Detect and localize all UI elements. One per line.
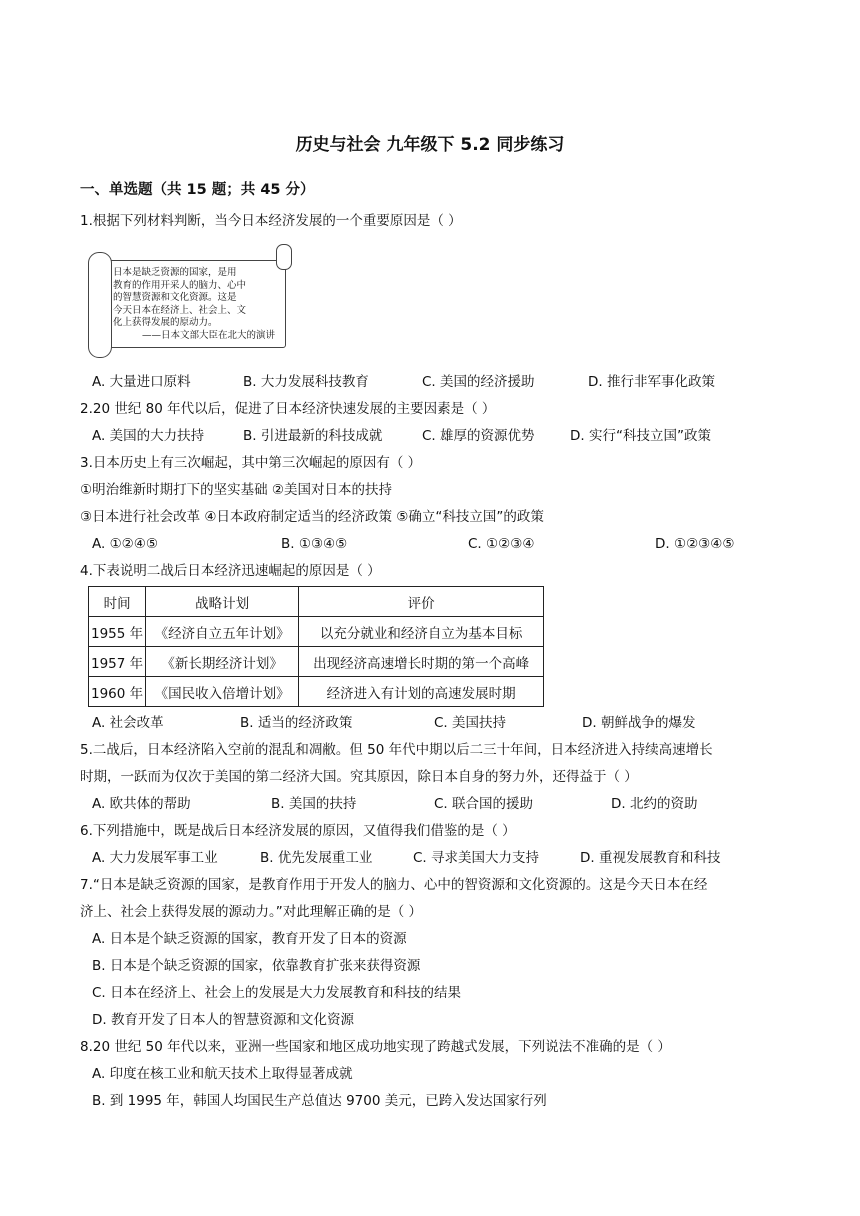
scroll-line: 今天日本在经济上、社会上、文 [113, 304, 247, 316]
table-header: 战略计划 [146, 587, 299, 617]
question-7-stem-line-2: 济上、社会上获得发展的源动力。”对此理解正确的是（ ） [80, 904, 423, 920]
q2-option-b: B. 引进最新的科技成就 [243, 428, 383, 444]
question-3-statement-1: ①明治维新时期打下的坚实基础 ②美国对日本的扶持 [80, 482, 392, 498]
scroll-roll-left [88, 252, 112, 358]
q1-option-c: C. 美国的经济援助 [422, 374, 535, 390]
scroll-line: 的智慧资源和文化资源。这是 [113, 292, 237, 303]
table-cell: 出现经济高速增长时期的第一个高峰 [299, 647, 544, 677]
question-1-stem: 1.根据下列材料判断，当今日本经济发展的一个重要原因是（ ） [80, 213, 462, 229]
table-cell: 1960 年 [89, 677, 146, 707]
scroll-text [104, 260, 286, 348]
table-row [89, 677, 544, 707]
question-5-stem-line-2: 时期，一跃而为仅次于美国的第二经济大国。究其原因，除日本自身的努力外，还得益于（ ） [80, 769, 638, 785]
q7-option-a: A. 日本是个缺乏资源的国家，教育开发了日本的资源 [92, 931, 407, 947]
q4-option-a: A. 社会改革 [92, 715, 164, 731]
q5-option-c: C. 联合国的援助 [434, 796, 534, 812]
q2-option-a: A. 美国的大力扶持 [92, 428, 205, 444]
strategy-table [88, 586, 544, 707]
q6-option-d: D. 重视发展教育和科技 [580, 850, 721, 866]
scroll-line: 日本是缺乏资源的国家，是用 [113, 267, 237, 278]
q6-option-a: A. 大力发展军事工业 [92, 850, 218, 866]
question-3-stem: 3.日本历史上有三次崛起，其中第三次崛起的原因有（ ） [80, 455, 422, 471]
q4-option-c: C. 美国扶持 [434, 715, 507, 731]
q7-option-b: B. 日本是个缺乏资源的国家，依靠教育扩张来获得资源 [92, 958, 421, 974]
q1-option-b: B. 大力发展科技教育 [243, 374, 369, 390]
q2-option-c: C. 雄厚的资源优势 [422, 428, 535, 444]
q3-option-d: D. ①②③④⑤ [655, 536, 735, 552]
q1-option-a: A. 大量进口原料 [92, 374, 191, 390]
q5-option-b: B. 美国的扶持 [271, 796, 357, 812]
question-7-stem-line-1: 7.“日本是缺乏资源的国家，是教育作用于开发人的脑力、心中的智资源和文化资源的。这是今天日本在经 [80, 877, 708, 893]
q4-option-d: D. 朝鲜战争的爆发 [582, 715, 696, 731]
scroll-line: 化上获得发展的原动力。 [113, 317, 218, 328]
table-cell: 《经济自立五年计划》 [146, 617, 299, 647]
table-cell: 以充分就业和经济自立为基本目标 [299, 617, 544, 647]
table-row [89, 617, 544, 647]
q6-option-c: C. 寻求美国大力支持 [413, 850, 540, 866]
section-heading: 一、单选题（共 15 题；共 45 分） [80, 182, 315, 198]
q2-option-d: D. 实行“科技立国”政策 [570, 428, 711, 444]
q4-option-b: B. 适当的经济政策 [240, 715, 353, 731]
table-header: 时间 [89, 587, 146, 617]
q3-option-b: B. ①③④⑤ [281, 536, 348, 552]
question-8-stem: 8.20 世纪 50 年代以来，亚洲一些国家和地区成功地实现了跨越式发展，下列说法不准确的是（ ） [80, 1039, 671, 1055]
scroll-line: 教育的作用开采人的脑力、心中 [113, 279, 247, 291]
table-header: 评价 [299, 587, 544, 617]
table-cell: 1955 年 [89, 617, 146, 647]
scroll-signature: ——日本文部大臣在北大的演讲 [141, 329, 275, 341]
q5-option-d: D. 北约的资助 [611, 796, 698, 812]
scroll-illustration [88, 248, 288, 360]
q1-option-d: D. 推行非军事化政策 [588, 374, 715, 390]
q6-option-b: B. 优先发展重工业 [260, 850, 373, 866]
question-5-stem-line-1: 5.二战后，日本经济陷入空前的混乱和凋敝。但 50 年代中期以后二三十年间，日本经济进入持续高速增长 [80, 742, 713, 758]
q3-option-a: A. ①②④⑤ [92, 536, 158, 552]
table-row [89, 647, 544, 677]
table-cell: 《新长期经济计划》 [146, 647, 299, 677]
q7-option-d: D. 教育开发了日本人的智慧资源和文化资源 [92, 1012, 354, 1028]
question-2-stem: 2.20 世纪 80 年代以后，促进了日本经济快速发展的主要因素是（ ） [80, 401, 496, 417]
q8-option-b: B. 到 1995 年，韩国人均国民生产总值达 9700 美元，已跨入发达国家行列 [92, 1093, 547, 1109]
question-3-statement-2: ③日本进行社会改革 ④日本政府制定适当的经济政策 ⑤确立“科技立国”的政策 [80, 509, 544, 525]
q8-option-a: A. 印度在核工业和航天技术上取得显著成就 [92, 1066, 353, 1082]
page-title: 历史与社会 九年级下 5.2 同步练习 [295, 135, 565, 155]
q5-option-a: A. 欧共体的帮助 [92, 796, 191, 812]
question-6-stem: 6.下列措施中，既是战后日本经济发展的原因，又值得我们借鉴的是（ ） [80, 823, 516, 839]
q7-option-c: C. 日本在经济上、社会上的发展是大力发展教育和科技的结果 [92, 985, 462, 1001]
table-header-row [89, 587, 544, 617]
scroll-roll-top [276, 244, 292, 270]
table-cell: 1957 年 [89, 647, 146, 677]
question-4-stem: 4.下表说明二战后日本经济迅速崛起的原因是（ ） [80, 563, 381, 579]
table-cell: 经济进入有计划的高速发展时期 [299, 677, 544, 707]
q3-option-c: C. ①②③④ [468, 536, 535, 552]
table-cell: 《国民收入倍增计划》 [146, 677, 299, 707]
